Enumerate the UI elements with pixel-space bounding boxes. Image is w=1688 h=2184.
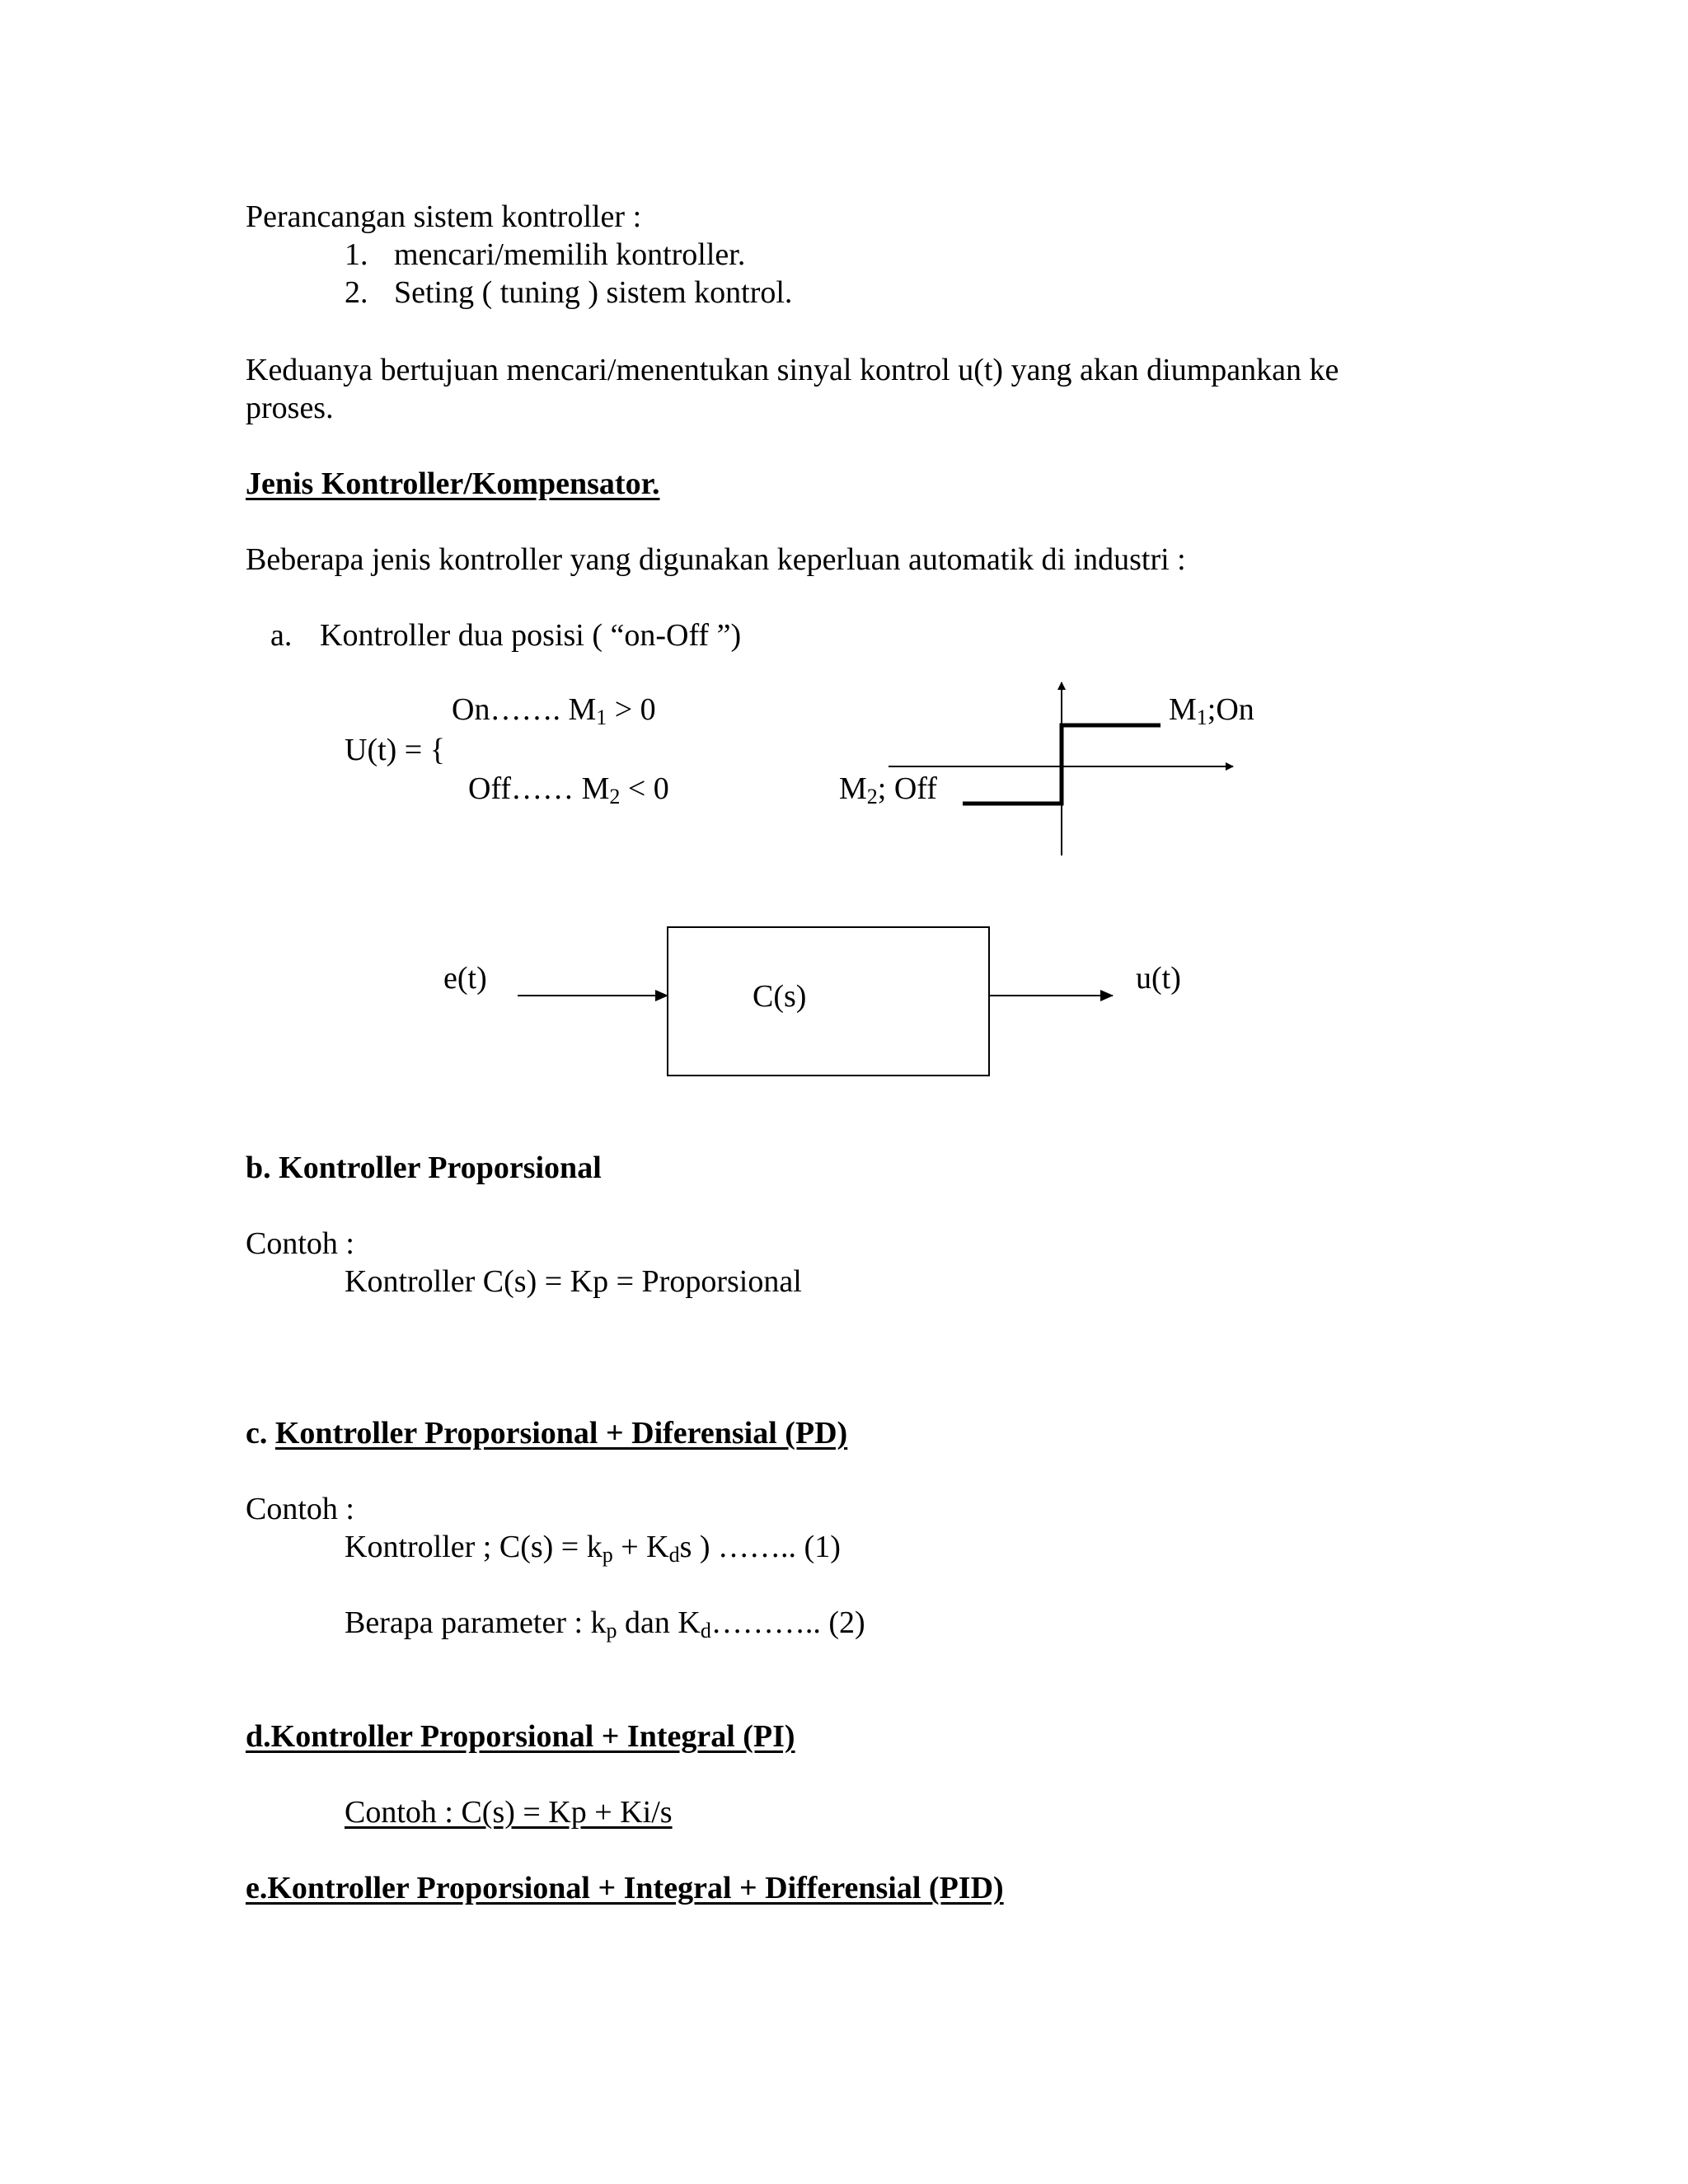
equation-lhs: U(t) = { (345, 733, 445, 767)
item-c-title: c. Kontroller Proporsional + Diferensial (PD) (246, 1416, 848, 1451)
item-b-example: Kontroller C(s) = Kp = Proporsional (345, 1264, 802, 1299)
purpose-line-1: Keduanya bertujuan mencari/menentukan sinyal kontrol u(t) yang akan diumpankan ke (246, 353, 1339, 387)
step-number-2: 2. (345, 275, 368, 310)
controller-box-label: C(s) (753, 979, 807, 1014)
intro-heading: Perancangan sistem kontroller : (246, 199, 642, 234)
step-number-1: 1. (345, 237, 368, 272)
output-signal-label: u(t) (1136, 961, 1181, 996)
item-b-example-label: Contoh : (246, 1226, 354, 1261)
off-condition: Off…… $M_2 < 0$ (468, 771, 669, 808)
purpose-line-2: proses. (246, 391, 334, 425)
item-b-title: b. Kontroller Proporsional (246, 1151, 602, 1185)
graph-label-off: $M_2$; Off (839, 771, 937, 808)
step-text-1: mencari/memilih kontroller. (394, 237, 746, 272)
section-title: Jenis Kontroller/Kompensator. (246, 466, 660, 501)
item-c-equation-2: Berapa parameter : $k_p$ dan $K_d\dots\dots\dots$.. (2) (345, 1605, 865, 1643)
item-c-example-label: Contoh : (246, 1492, 354, 1526)
input-signal-label: e(t) (443, 961, 487, 996)
item-c-equation-1: Kontroller ; $C(s) = k_p + K_ds$ ) …….. (1) (345, 1530, 841, 1567)
graph-label-on: $M_1;On$ (1169, 692, 1254, 729)
types-intro: Beberapa jenis kontroller yang digunakan keperluan automatik di industri : (246, 542, 1186, 577)
item-d-title: d.Kontroller Proporsional + Integral (PI) (246, 1719, 795, 1754)
item-a-marker: a. (270, 618, 293, 653)
controller-box (668, 927, 989, 1076)
item-a-title: Kontroller dua posisi ( “on-Off ”) (320, 618, 742, 653)
item-d-example: Contoh : C(s) = Kp + Ki/s (345, 1795, 673, 1830)
on-condition: On……. $M_1 > 0$ (452, 692, 656, 729)
step-text-2: Seting ( tuning ) sistem kontrol. (394, 275, 793, 310)
item-e-title: e.Kontroller Proporsional + Integral + Differensial (PID) (246, 1871, 1004, 1905)
